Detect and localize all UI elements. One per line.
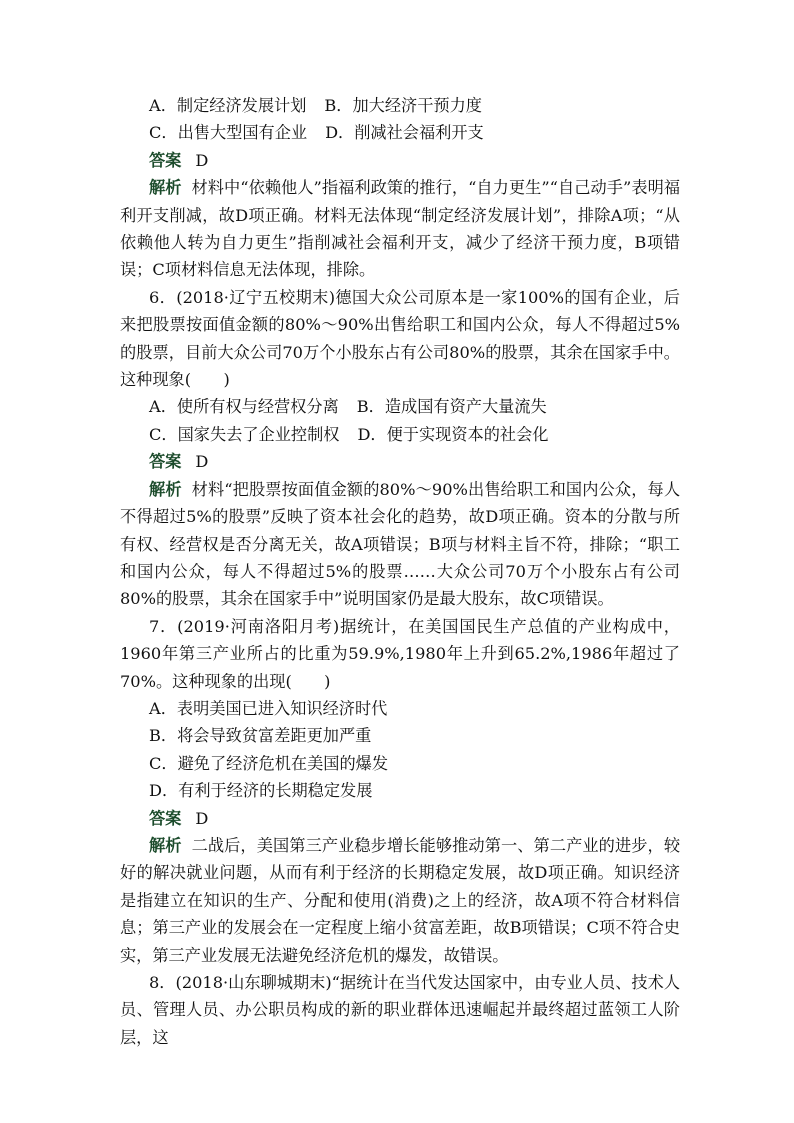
q7-option-d: D．有利于经济的长期稳定发展	[149, 781, 373, 801]
q6-options-row1	[120, 393, 680, 420]
analysis-text: 材料“把股票按面值金额的80%～90%出售给职工和国内公众，每人不得超过5%的股票”反映了资本社会化的趋势，故D项正确。资本的分散与所有权、经营权是否分离无关，故A项错误；B项与材料主旨不符，排除；“职工和国内公众，每人不得超过5%的股票……大众公司70万个小股东占有公司80%的股票，其余在国家手中”说明国家仍是最大股东，故C项错误。	[120, 479, 681, 609]
analysis-label: 解析	[149, 835, 182, 855]
answer-label: 答案	[149, 150, 182, 170]
q5-option-a: A．制定经济发展计划	[149, 96, 307, 115]
q6-answer	[120, 448, 680, 475]
q6-stem: 6．(2018·辽宁五校期末)德国大众公司原本是一家100%的国有企业，后来把股票按面值金额的80%～90%出售给职工和国内公众，每人不得超过5%的股票，目前大众公司70万个小股东占有公司80%的股票，其余在国家手中。这种现象( )	[120, 287, 680, 390]
answer-label: 答案	[149, 452, 182, 472]
analysis-text: 二战后，美国第三产业稳步增长能够推动第一、第二产业的进步，较好的解决就业问题，从而有利于经济的长期稳定发展，故D项正确。知识经济是指建立在知识的生产、分配和使用(消费)之上的经济，故A项不符合材料信息；第三产业的发展会在一定程度上缩小贫富差距，故B项错误；C项不符合史实，第三产业发展无法避免经济危机的爆发，故错误。	[120, 835, 681, 965]
q7-answer	[120, 805, 680, 832]
q5-analysis	[120, 174, 680, 284]
q7-option-a: A．表明美国已进入知识经济时代	[149, 698, 388, 718]
q7-option-c: C．避免了经济危机在美国的爆发	[149, 753, 389, 773]
answer-value: D	[195, 150, 209, 170]
document-page	[120, 92, 680, 1051]
q6-option-b: B．造成国有资产大量流失	[356, 397, 547, 417]
q5-options-row1	[120, 92, 680, 119]
q6-options-row2	[120, 421, 680, 448]
answer-value: D	[195, 808, 209, 828]
q5-option-c: C．出售大型国有企业	[149, 123, 308, 143]
analysis-label: 解析	[149, 178, 182, 198]
q6-option-a: A．使所有权与经营权分离	[149, 397, 339, 417]
answer-value: D	[195, 452, 209, 472]
q5-option-d: D．削减社会福利开支	[325, 123, 484, 143]
analysis-label: 解析	[149, 479, 182, 499]
q5-option-b: B．加大经济干预力度	[324, 96, 482, 115]
analysis-text: 材料中“依赖他人”指福利政策的推行，“自力更生”“自己动手”表明福利开支削减，故D项正确。材料无法体现“制定经济发展计划”，排除A项；“从依赖他人转为自力更生”指削减社会福利开支，减少了经济干预力度，B项错误；C项材料信息无法体现，排除。	[120, 178, 681, 280]
q7-option-b: B．将会导致贫富差距更加严重	[149, 726, 372, 746]
q6-option-d: D．便于实现资本的社会化	[357, 424, 549, 444]
q8-stem: 8．(2018·山东聊城期末)“据统计在当代发达国家中，由专业人员、技术人员、管理人员、办公职员构成的新的职业群体迅速崛起并最终超过蓝领工人阶层，这	[120, 973, 680, 1047]
q5-answer	[120, 147, 680, 174]
q6-analysis	[120, 476, 680, 613]
q5-options-row2	[120, 119, 680, 146]
q6-option-c: C．国家失去了企业控制权	[149, 424, 340, 444]
q7-stem: 7．(2019·河南洛阳月考)据统计，在美国国民生产总值的产业构成中，1960年第三产业所占的比重为59.9%,1980年上升到65.2%,1986年超过了70%。这种现象的出现( )	[120, 616, 680, 691]
q7-analysis	[120, 832, 680, 969]
answer-label: 答案	[149, 808, 182, 828]
